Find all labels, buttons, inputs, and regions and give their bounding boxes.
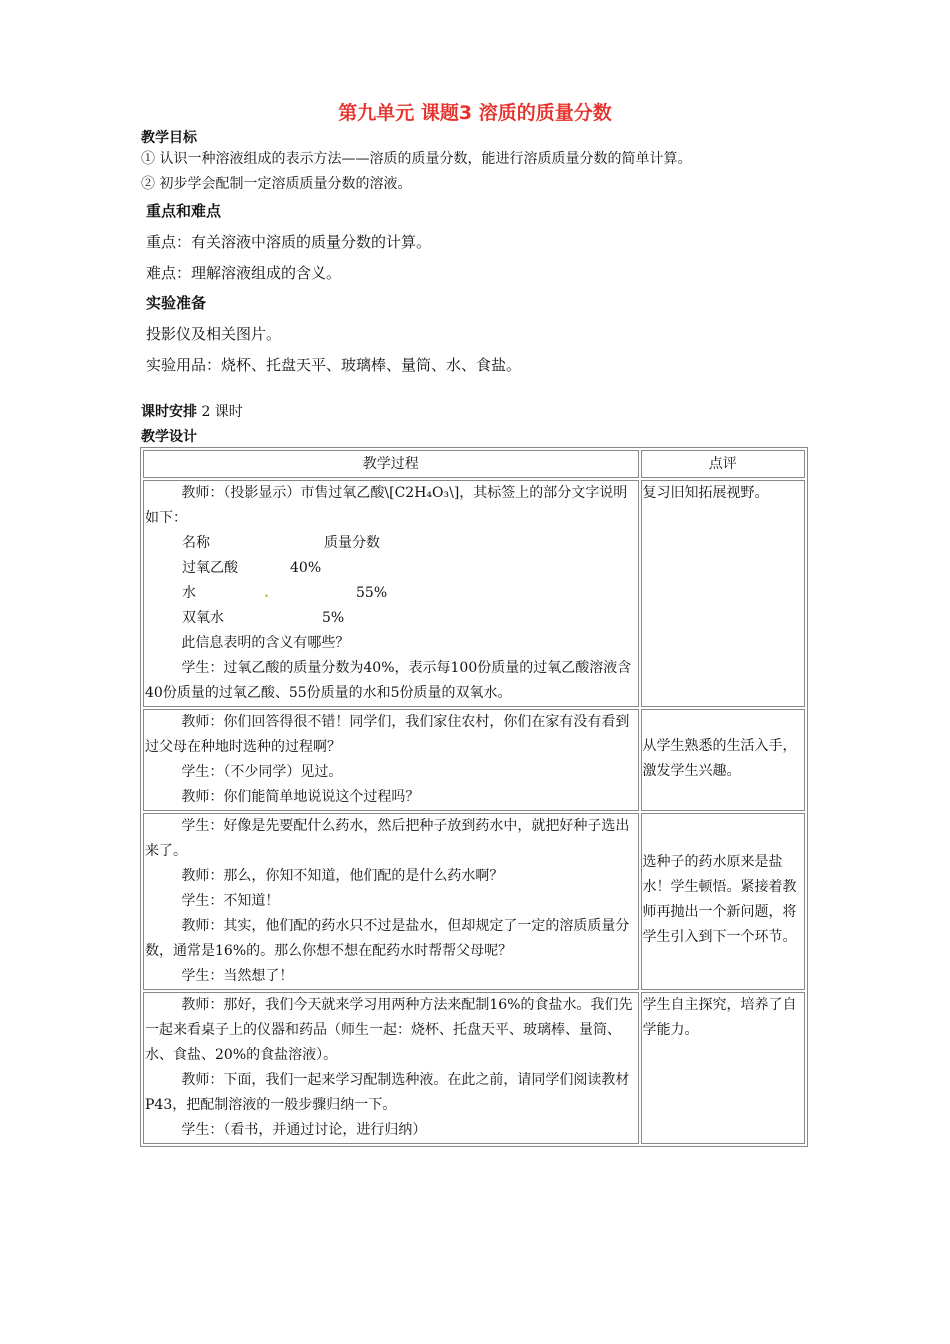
difficulty-text: 难点：理解溶液组成的含义。 (146, 264, 342, 282)
page-title: 第九单元 课题3 溶质的质量分数 (338, 102, 612, 124)
goal-item-2: ② 初步学会配制一定溶质质量分数的溶液。 (141, 176, 412, 192)
process-line: 此信息表明的含义有哪些？ (181, 635, 350, 651)
schedule-label: 课时安排 (141, 404, 197, 420)
label-value: 5% (322, 610, 345, 626)
process-line: 学生：（看书，并通过讨论，进行归纳） (181, 1122, 427, 1138)
process-cell (143, 813, 639, 990)
goal-item-1: ① 认识一种溶液组成的表示方法——溶质的质量分数，能进行溶质质量分数的简单计算。 (141, 151, 692, 167)
process-cell (143, 709, 639, 811)
process-line: 教师：你们能简单地说说这个过程吗？ (181, 789, 420, 805)
label-name: 双氧水 (182, 610, 224, 626)
preparation-line-1: 投影仪及相关图片。 (146, 325, 282, 343)
preparation-heading: 实验准备 (146, 294, 207, 312)
preparation-line-2: 实验用品：烧杯、托盘天平、玻璃棒、量筒、水、食盐。 (146, 356, 522, 374)
key-points-heading: 重点和难点 (146, 202, 222, 220)
process-line: 学生：当然想了！ (181, 968, 294, 984)
focus-text: 重点：有关溶液中溶质的质量分数的计算。 (146, 233, 432, 251)
comment-cell: 学生自主探究，培养了自学能力。 (641, 992, 806, 1144)
process-line: 教师：其实，他们配的药水只不过是盐水，但却规定了一定的溶质质量分数，通常是16%的。那么你想不想在配药水时帮帮父母呢？ (145, 918, 630, 959)
table-header-row (143, 450, 805, 478)
label-row (145, 606, 637, 631)
process-line: 教师：那好，我们今天就来学习用两种方法来配制16%的食盐水。我们先一起来看桌子上的仪器和药品（师生一起：烧杯、托盘天平、玻璃棒、量筒、水、食盐、20%的食盐溶液）。 (145, 997, 633, 1063)
process-line: 学生：过氧乙酸的质量分数为40%，表示每100份质量的过氧乙酸溶液含40份质量的过氧乙酸、55份质量的水和5份质量的双氧水。 (145, 660, 632, 701)
label-value: 55% (356, 585, 388, 601)
label-row (145, 581, 637, 606)
table-row (143, 813, 805, 990)
label-value: 40% (290, 560, 322, 576)
label-name: 过氧乙酸 (182, 560, 238, 576)
design-heading: 教学设计 (141, 429, 197, 445)
lesson-table (140, 447, 808, 1147)
label-name: 水 (182, 585, 196, 601)
process-line: 教师：你们回答得很不错！同学们，我们家住农村，你们在家有没有看到过父母在种地时选种的过程啊？ (145, 714, 630, 755)
label-col-fraction: 质量分数 (324, 535, 380, 551)
process-line: 教师：那么，你知不知道，他们配的是什么药水啊？ (181, 868, 504, 884)
process-line: 学生：不知道！ (181, 893, 280, 909)
comment-cell: 从学生熟悉的生活入手，激发学生兴趣。 (641, 709, 806, 811)
comment-cell: 复习旧知拓展视野。 (641, 480, 806, 707)
comment-cell: 选种子的药水原来是盐水！学生顿悟。紧接着教师再抛出一个新问题，将学生引入到下一个环节。 (641, 813, 806, 990)
schedule-value: 2 课时 (201, 404, 243, 420)
header-comment: 点评 (641, 450, 806, 478)
label-col-name: 名称 (182, 535, 210, 551)
table-row (143, 480, 805, 707)
process-line: 教师：（投影显示）市售过氧乙酸\[C2H₄O₃\]，其标签上的部分文字说明如下： (145, 485, 628, 526)
table-row (143, 709, 805, 811)
process-line: 学生：（不少同学）见过。 (181, 764, 343, 780)
process-cell (143, 992, 639, 1144)
table-row (143, 992, 805, 1144)
schedule (141, 401, 243, 421)
process-line: 教师：下面，我们一起来学习配制选种液。在此之前，请同学们阅读教材P43，把配制溶液的一般步骤归纳一下。 (145, 1072, 630, 1113)
dot-mark: . (264, 585, 269, 601)
label-row (145, 556, 637, 581)
goals-heading: 教学目标 (141, 130, 197, 146)
label-header (145, 531, 637, 556)
header-process: 教学过程 (143, 450, 639, 478)
process-cell (143, 480, 639, 707)
process-line: 学生：好像是先要配什么药水，然后把种子放到药水中，就把好种子选出来了。 (145, 818, 630, 859)
